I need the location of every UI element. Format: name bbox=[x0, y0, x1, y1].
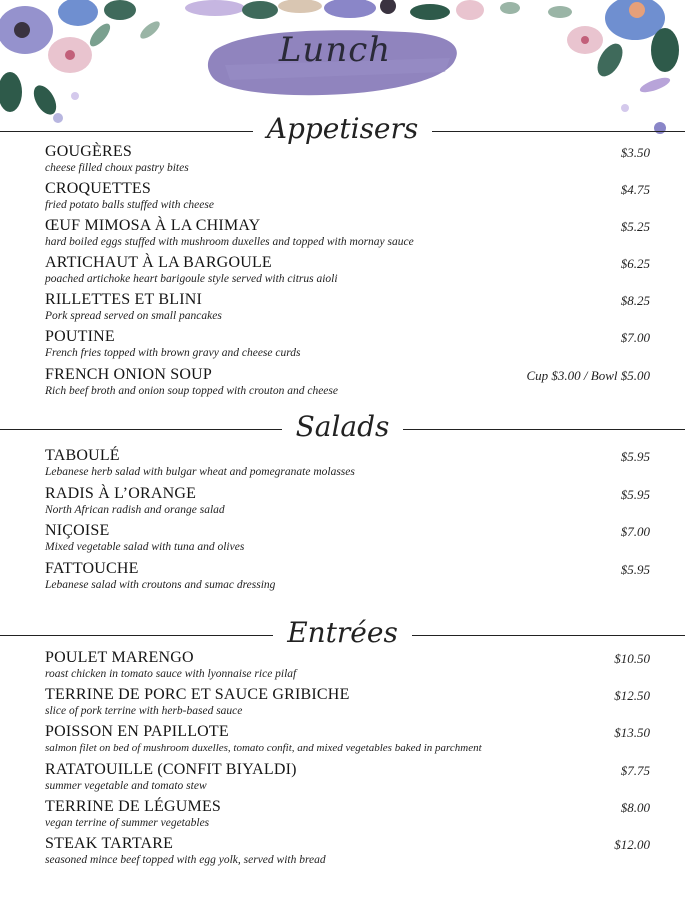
item-price: $8.25 bbox=[620, 293, 650, 308]
item-name: STEAK TARTARE bbox=[45, 835, 174, 852]
item-description: salmon filet on bed of mushroom duxelles, tomato confit, and mixed vegetables baked in parchment bbox=[45, 742, 482, 754]
item-name: POISSON EN PAPILLOTE bbox=[45, 723, 229, 740]
menu-item bbox=[45, 723, 650, 760]
item-name: RILLETTES ET BLINI bbox=[45, 291, 203, 308]
item-price: $7.00 bbox=[620, 524, 650, 539]
item-description: North African radish and orange salad bbox=[45, 504, 225, 516]
item-name: CROQUETTES bbox=[45, 180, 151, 197]
item-name: RADIS À L’ORANGE bbox=[45, 485, 197, 502]
menu-item bbox=[45, 254, 650, 291]
menu-item bbox=[45, 180, 650, 217]
item-description: fried potato balls stuffed with cheese bbox=[45, 199, 214, 211]
menu-item bbox=[45, 143, 650, 180]
item-price: $13.50 bbox=[614, 725, 650, 740]
menu-item bbox=[45, 560, 650, 597]
section-title: Entrées bbox=[273, 616, 412, 649]
item-price: $5.25 bbox=[620, 219, 650, 234]
item-price: $5.95 bbox=[620, 487, 650, 502]
item-description: Lebanese salad with croutons and sumac dressing bbox=[45, 579, 276, 591]
item-description: cheese filled choux pastry bites bbox=[45, 162, 189, 174]
menu-item bbox=[45, 686, 650, 723]
item-price: $7.75 bbox=[620, 763, 650, 778]
item-description: seasoned mince beef topped with egg yolk, served with bread bbox=[45, 854, 326, 866]
menu-item bbox=[45, 291, 650, 328]
left-flower-cluster bbox=[0, 0, 162, 123]
item-description: hard boiled eggs stuffed with mushroom duxelles and topped with mornay sauce bbox=[45, 236, 414, 248]
item-price: $3.50 bbox=[620, 145, 650, 160]
item-name: POUTINE bbox=[45, 328, 115, 345]
menu-item bbox=[45, 366, 650, 403]
item-name: RATATOUILLE (CONFIT BIYALDI) bbox=[45, 761, 297, 778]
item-description: slice of pork terrine with herb-based sauce bbox=[45, 705, 243, 717]
item-name: TERRINE DE LÉGUMES bbox=[45, 798, 222, 815]
item-name: FRENCH ONION SOUP bbox=[45, 366, 212, 383]
item-name: TERRINE DE PORC ET SAUCE GRIBICHE bbox=[45, 686, 350, 703]
item-description: Lebanese herb salad with bulgar wheat and pomegranate molasses bbox=[45, 466, 355, 478]
top-middle-foliage bbox=[185, 0, 520, 20]
section-title: Appetisers bbox=[253, 112, 433, 145]
item-name: NIÇOISE bbox=[45, 522, 110, 539]
item-price: $8.00 bbox=[620, 800, 650, 815]
item-name: GOUGÈRES bbox=[45, 143, 132, 160]
menu-item bbox=[45, 447, 650, 484]
menu-item bbox=[45, 798, 650, 835]
menu-item bbox=[45, 485, 650, 522]
item-name: TABOULÉ bbox=[45, 447, 120, 464]
item-description: vegan terrine of summer vegetables bbox=[45, 817, 210, 829]
item-price: $5.95 bbox=[620, 562, 650, 577]
item-price: $12.50 bbox=[614, 688, 650, 703]
menu-item bbox=[45, 328, 650, 365]
menu-item bbox=[45, 835, 650, 872]
item-description: summer vegetable and tomato stew bbox=[45, 780, 207, 792]
item-price: $10.50 bbox=[614, 651, 650, 666]
item-price: Cup $3.00 / Bowl $5.00 bbox=[526, 368, 650, 383]
item-name: ŒUF MIMOSA À LA CHIMAY bbox=[45, 217, 261, 234]
menu-title: Lunch bbox=[278, 30, 392, 70]
item-description: roast chicken in tomato sauce with lyonnaise rice pilaf bbox=[45, 668, 297, 680]
section-title: Salads bbox=[282, 410, 404, 443]
menu-item bbox=[45, 761, 650, 798]
item-description: Mixed vegetable salad with tuna and olives bbox=[45, 541, 245, 553]
item-description: Pork spread served on small pancakes bbox=[45, 310, 222, 322]
item-name: FATTOUCHE bbox=[45, 560, 139, 577]
section-header-salads bbox=[0, 410, 685, 450]
item-price: $7.00 bbox=[620, 330, 650, 345]
menu-item bbox=[45, 522, 650, 559]
item-description: poached artichoke heart barigoule style served with citrus aioli bbox=[45, 273, 338, 285]
item-price: $6.25 bbox=[620, 256, 650, 271]
item-name: ARTICHAUT À LA BARGOULE bbox=[45, 254, 272, 271]
item-price: $4.75 bbox=[620, 182, 650, 197]
item-description: French fries topped with brown gravy and cheese curds bbox=[45, 347, 301, 359]
menu-item bbox=[45, 217, 650, 254]
item-price: $12.00 bbox=[614, 837, 650, 852]
item-name: POULET MARENGO bbox=[45, 649, 194, 666]
menu-item bbox=[45, 649, 650, 686]
item-price: $5.95 bbox=[620, 449, 650, 464]
item-description: Rich beef broth and onion soup topped with crouton and cheese bbox=[45, 385, 338, 397]
